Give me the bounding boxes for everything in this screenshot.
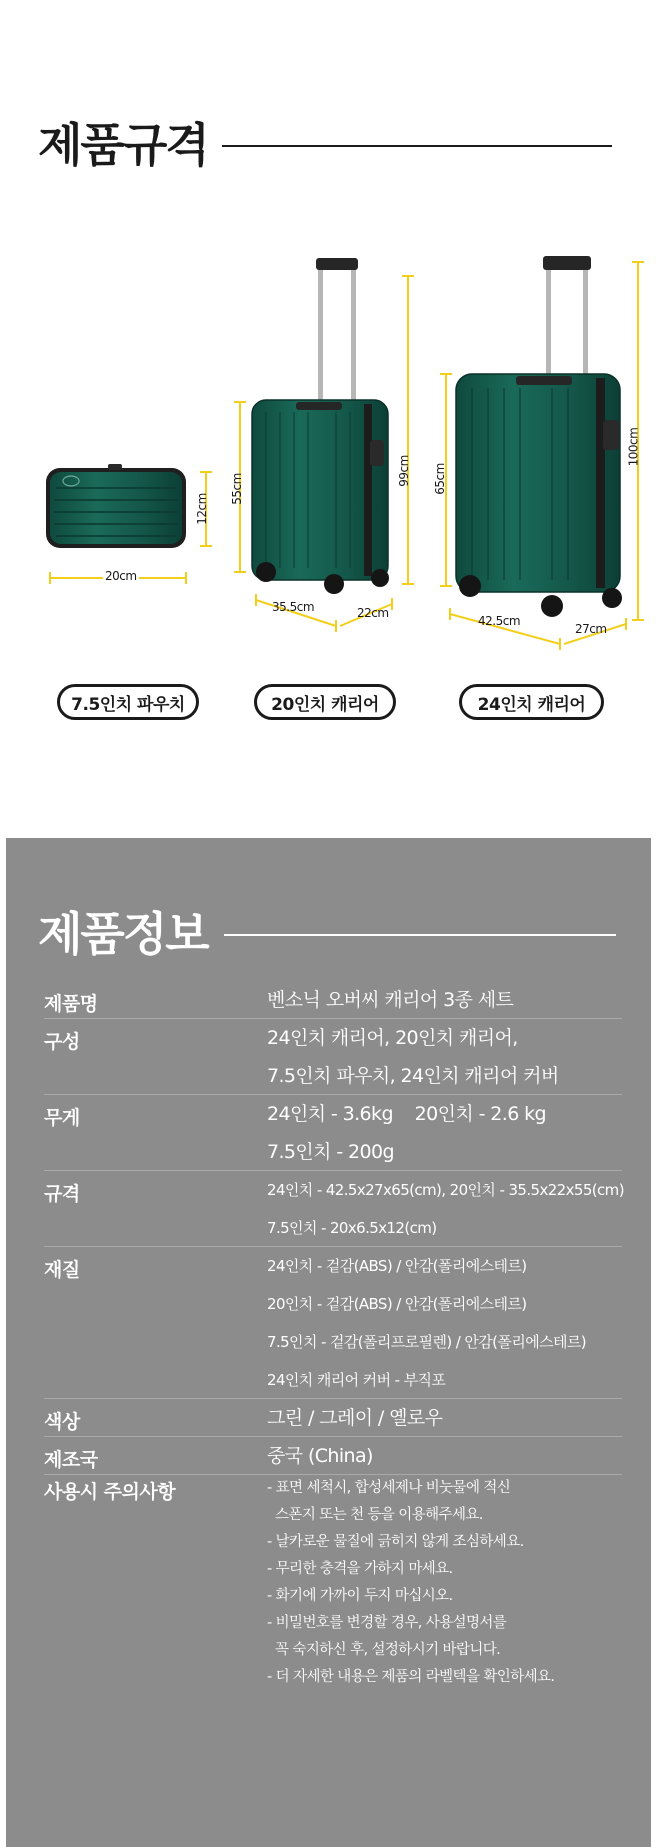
info-value-line: 24인치 캐리어, 20인치 캐리어,	[267, 1027, 518, 1049]
info-row-label: 색상	[44, 1411, 80, 1433]
info-section	[6, 838, 651, 1847]
info-row-label: 규격	[44, 1183, 80, 1205]
info-value-line: - 무리한 충격을 가하지 마세요.	[267, 1561, 453, 1577]
info-value-line: 스폰지 또는 천 등을 이용해주세요.	[267, 1507, 483, 1523]
carrier24-total-height-label: 100cm	[626, 427, 641, 467]
info-row-value	[267, 981, 513, 1019]
info-row-color	[44, 1399, 622, 1437]
info-value-line: - 더 자세한 내용은 제품의 라벨텍을 확인하세요.	[267, 1669, 555, 1685]
info-value-line: 벤소닉 오버씨 캐리어 3종 세트	[267, 989, 514, 1011]
info-row-label: 제조국	[44, 1449, 98, 1471]
info-value-line: 7.5인치 파우치, 24인치 캐리어 커버	[267, 1065, 559, 1087]
info-value-line: 7.5인치 - 20x6.5x12(cm)	[267, 1219, 437, 1237]
info-value-line: 꼭 숙지하신 후, 설정하시기 바랍니다.	[267, 1642, 501, 1658]
carrier20-depth-label: 22cm	[357, 606, 389, 620]
info-row-weight	[44, 1095, 622, 1171]
spec-section	[0, 0, 666, 838]
info-row-material	[44, 1247, 622, 1399]
info-value-line: 24인치 - 42.5x27x65(cm), 20인치 - 35.5x22x55(cm)	[267, 1181, 624, 1199]
carrier24-width-label: 42.5cm	[478, 614, 521, 628]
luggage-dimension-diagram	[0, 0, 666, 700]
label-carrier-24: 24인치 캐리어	[459, 684, 604, 720]
info-value-line: 7.5인치 - 200g	[267, 1141, 394, 1163]
carrier20-body-height-label: 55cm	[229, 473, 244, 505]
pouch-height-label: 12cm	[194, 493, 209, 525]
info-value-line: - 날카로운 물질에 긁히지 않게 조심하세요.	[267, 1534, 524, 1550]
info-row-value	[267, 1399, 442, 1437]
info-row-label: 재질	[44, 1259, 80, 1281]
info-row-label: 제품명	[44, 993, 98, 1015]
info-row-label: 무게	[44, 1107, 80, 1129]
label-pouch: 7.5인치 파우치	[57, 684, 199, 720]
info-value-line: - 비밀번호를 변경할 경우, 사용설명서를	[267, 1615, 507, 1631]
info-row-value	[267, 1247, 586, 1399]
pouch-illustration	[46, 464, 186, 548]
spec-title: 제품규격	[38, 118, 208, 172]
carrier24-body-height-label: 65cm	[432, 463, 447, 495]
carrier24-depth-label: 27cm	[575, 622, 607, 636]
carrier-24-illustration	[456, 256, 622, 617]
info-row-caution	[44, 1475, 622, 1697]
carrier20-total-height-label: 99cm	[396, 455, 411, 487]
info-value-line: - 표면 세척시, 합성세제나 비눗물에 적신	[267, 1480, 511, 1496]
info-title-divider	[224, 934, 616, 936]
info-value-line: 그린 / 그레이 / 옐로우	[267, 1407, 443, 1429]
info-value-line: 24인치 캐리어 커버 - 부직포	[267, 1371, 446, 1389]
info-value-line: - 화기에 가까이 두지 마십시오.	[267, 1588, 453, 1604]
info-row-composition	[44, 1019, 622, 1095]
info-row-value	[267, 1095, 546, 1171]
label-carrier-20: 20인치 캐리어	[254, 684, 396, 720]
carrier-20-illustration	[252, 258, 389, 594]
carrier20-width-label: 35.5cm	[272, 600, 315, 614]
info-title: 제품정보	[38, 907, 208, 961]
info-row-value	[267, 1475, 554, 1691]
info-value-line: 24인치 - 3.6kg 20인치 - 2.6 kg	[267, 1103, 546, 1125]
info-row-product-name	[44, 981, 622, 1019]
info-value-line: 20인치 - 겉감(ABS) / 안감(폴리에스테르)	[267, 1295, 527, 1313]
info-value-line: 중국 (China)	[267, 1445, 373, 1467]
info-row-size	[44, 1171, 622, 1247]
pouch-width-label: 20cm	[105, 569, 137, 583]
info-row-value	[267, 1019, 559, 1095]
info-row-value	[267, 1171, 624, 1247]
info-value-line: 7.5인치 - 겉감(폴리프로필렌) / 안감(폴리에스테르)	[267, 1333, 587, 1351]
info-row-label: 사용시 주의사항	[44, 1481, 176, 1503]
info-row-label: 구성	[44, 1031, 80, 1053]
info-row-origin	[44, 1437, 622, 1475]
info-value-line: 24인치 - 겉감(ABS) / 안감(폴리에스테르)	[267, 1257, 527, 1275]
info-row-value	[267, 1437, 373, 1475]
